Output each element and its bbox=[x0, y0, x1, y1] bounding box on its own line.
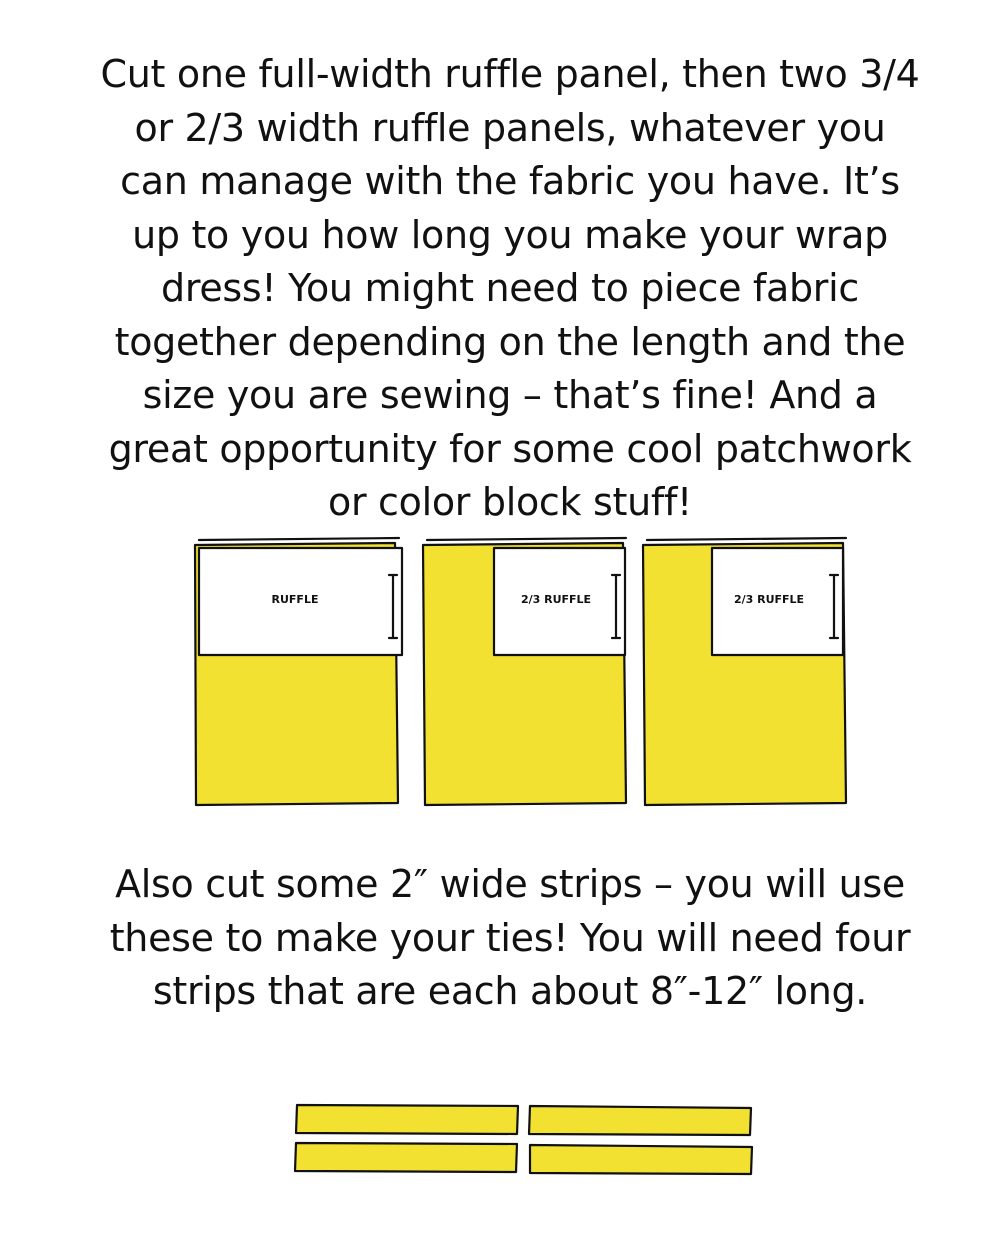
ruffle-label-1: RUFFLE bbox=[271, 593, 319, 606]
tie-strip-3 bbox=[295, 1143, 517, 1172]
fabric-panel-3 bbox=[643, 538, 846, 805]
ruffle-label-3: 2/3 RUFFLE bbox=[733, 593, 805, 606]
tie-strips bbox=[295, 1105, 752, 1174]
ruffle-label-2: 2/3 RUFFLE bbox=[520, 593, 592, 606]
tie-strip-1 bbox=[296, 1105, 518, 1134]
instructions-paragraph-ties: Also cut some 2″ wide strips – you will use these to make your ties! You will need four strips that are each about 8″-12″ long. bbox=[109, 862, 911, 1013]
tie-strip-2 bbox=[529, 1106, 751, 1135]
instructions-paragraph-ruffle: Cut one full-width ruffle panel, then two 3/4 or 2/3 width ruffle panels, whatever you can manage with the fabric you have. It’s up to you how long you make your wrap dress! You might need to piece fabric together depending on the length and the size you are sewing – that’s fine! And a great opportunity for some cool patchwork or color block stuff! bbox=[100, 52, 920, 524]
tie-strip-4 bbox=[530, 1145, 752, 1174]
fabric-panel-1 bbox=[195, 538, 402, 805]
fabric-panel-2 bbox=[423, 538, 626, 805]
